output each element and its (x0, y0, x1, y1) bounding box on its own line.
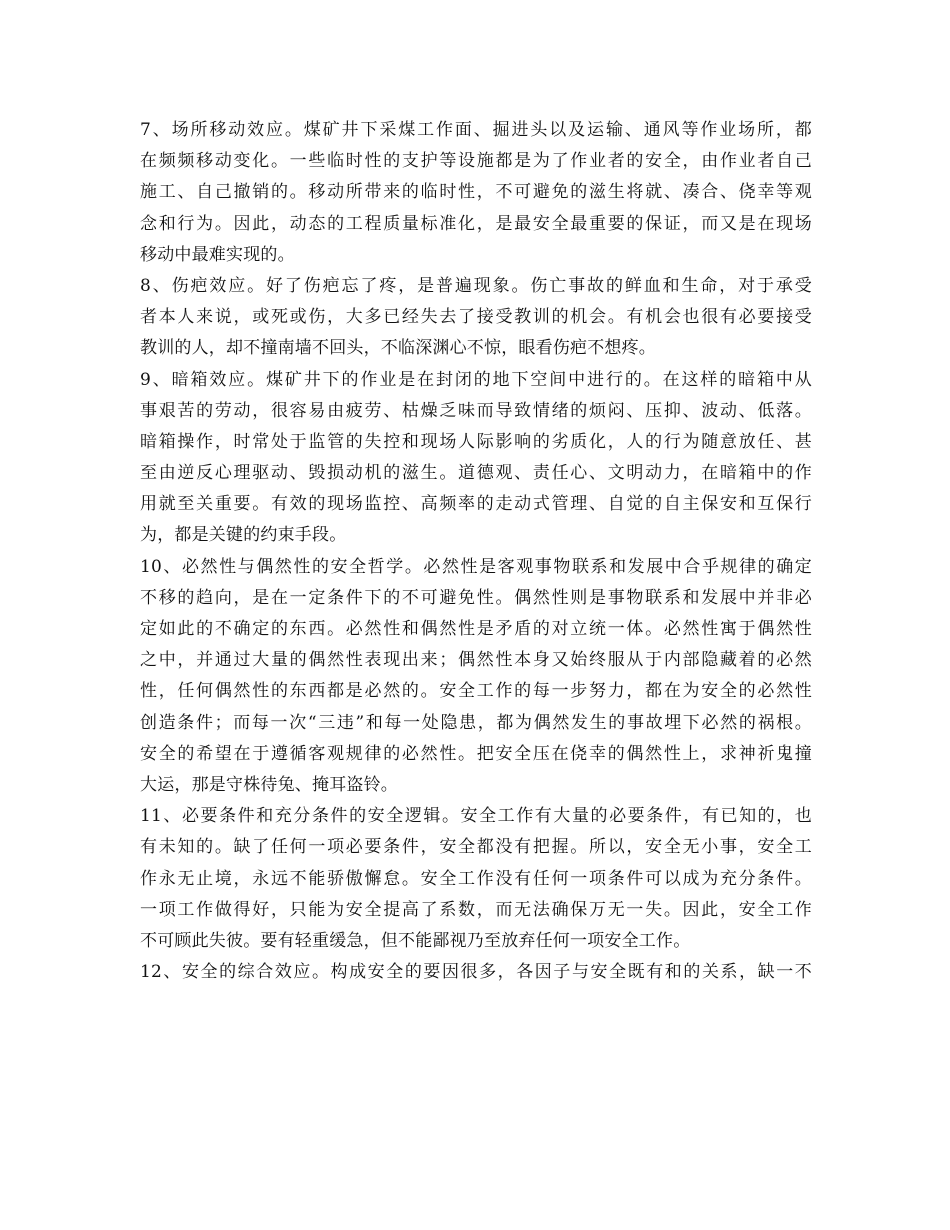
text-line: 不可顾此失彼。要有轻重缓急，但不能鄙视乃至放弃任何一项安全工作。 (140, 930, 691, 951)
text-line: 有未知的。缺了任何一项必要条件，安全都没有把握。所以，安全无小事，安全工 (140, 837, 812, 858)
text-line: 移动中最难实现的。 (140, 244, 295, 265)
text-line: 暗箱操作，时常处于监管的失控和现场人际影响的劣质化，人的行为随意放任、甚 (140, 431, 812, 452)
text-line: 创造条件；而每一次“三违”和每一处隐患，都为偶然发生的事故埋下必然的祸根。 (140, 712, 812, 733)
text-line: 一项工作做得好，只能为安全提高了系数，而无法确保万无一失。因此，安全工作 (140, 899, 812, 920)
text-line: 之中，并通过大量的偶然性表现出来；偶然性本身又始终服从于内部隐藏着的必然 (140, 650, 812, 671)
text-line: 教训的人，却不撞南墙不回头，不临深渊心不惊，眼看伤疤不想疼。 (140, 338, 656, 359)
text-line: 定如此的不确定的东西。必然性和偶然性是矛盾的对立统一体。必然性寓于偶然性 (140, 619, 812, 639)
text-line: 事艰苦的劳动，很容易由疲劳、枯燥乏味而导致情绪的烦闷、压抑、波动、低落。 (140, 400, 812, 421)
text-line: 9、暗箱效应。煤矿井下的作业是在封闭的地下空间中进行的。在这样的暗箱中从 (140, 369, 812, 390)
text-line: 施工、自己撤销的。移动所带来的临时性，不可避免的滋生将就、凑合、侥幸等观 (140, 182, 812, 203)
text-line: 用就至关重要。有效的现场监控、高频率的走动式管理、自觉的自主保安和互保行 (140, 494, 812, 515)
text-line: 安全的希望在于遵循客观规律的必然性。把安全压在侥幸的偶然性上，求神祈鬼撞 (140, 743, 812, 764)
text-line: 至由逆反心理驱动、毁损动机的滋生。道德观、责任心、文明动力，在暗箱中的作 (140, 463, 812, 484)
text-line: 者本人来说，或死或伤，大多已经失去了接受教训的机会。有机会也很有必要接受 (140, 307, 812, 328)
text-line: 念和行为。因此，动态的工程质量标准化，是最安全最重要的保证，而又是在现场 (140, 213, 812, 234)
text-line: 10、必然性与偶然性的安全哲学。必然性是客观事物联系和发展中合乎规律的确定 (140, 556, 812, 577)
text-line: 7、场所移动效应。煤矿井下采煤工作面、掘进头以及运输、通风等作业场所，都 (140, 120, 812, 140)
document-body (140, 115, 812, 988)
text-line: 11、必要条件和充分条件的安全逻辑。安全工作有大量的必要条件，有已知的，也 (140, 806, 812, 827)
text-line: 性，任何偶然性的东西都是必然的。安全工作的每一步努力，都在为安全的必然性 (140, 681, 812, 702)
text-line: 为，都是关键的约束手段。 (140, 525, 347, 546)
text-line: 大运，那是守株待兔、掩耳盗铃。 (140, 774, 398, 795)
text-line: 作永无止境，永远不能骄傲懈怠。安全工作没有任何一项条件可以成为充分条件。 (140, 868, 812, 889)
text-line: 在频频移动变化。一些临时性的支护等设施都是为了作业者的安全，由作业者自己 (140, 151, 812, 172)
text-line: 不移的趋向，是在一定条件下的不可避免性。偶然性则是事物联系和发展中并非必 (140, 587, 812, 608)
text-line: 12、安全的综合效应。构成安全的要因很多，各因子与安全既有和的关系，缺一不 (140, 962, 812, 983)
text-line: 8、伤疤效应。好了伤疤忘了疼，是普遍现象。伤亡事故的鲜血和生命，对于承受 (140, 275, 812, 296)
